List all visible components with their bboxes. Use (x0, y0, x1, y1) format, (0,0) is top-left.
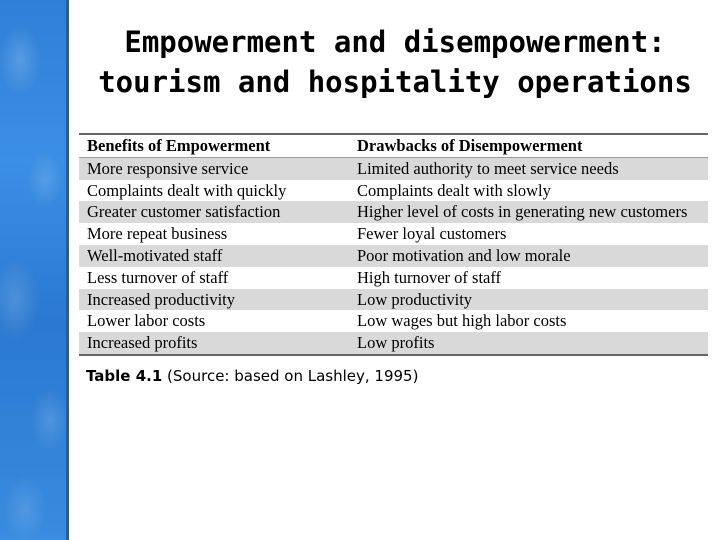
drawback-cell: Limited authority to meet service needs (349, 157, 708, 179)
table-row (79, 289, 708, 311)
table-row (79, 201, 708, 223)
table-caption-source: (Source: based on Lashley, 1995) (162, 367, 419, 385)
table-row (79, 180, 708, 202)
benefit-cell: Complaints dealt with quickly (79, 180, 349, 202)
column-header-benefits: Benefits of Empowerment (79, 135, 349, 157)
benefit-cell: Less turnover of staff (79, 267, 349, 289)
drawback-cell: Poor motivation and low morale (349, 245, 708, 267)
drawback-cell: Low productivity (349, 289, 708, 311)
benefit-cell: More repeat business (79, 223, 349, 245)
benefit-cell: Well-motivated staff (79, 245, 349, 267)
decorative-side-band (0, 0, 66, 540)
table-header-row (79, 135, 708, 157)
table-row (79, 157, 708, 179)
empowerment-table-wrapper (79, 133, 708, 356)
empowerment-table (79, 135, 708, 354)
benefit-cell: Greater customer satisfaction (79, 201, 349, 223)
drawback-cell: Complaints dealt with slowly (349, 180, 708, 202)
benefit-cell: More responsive service (79, 157, 349, 179)
benefit-cell: Increased profits (79, 332, 349, 354)
drawback-cell: High turnover of staff (349, 267, 708, 289)
table-caption (86, 367, 418, 385)
drawback-cell: Low profits (349, 332, 708, 354)
drawback-cell: Low wages but high labor costs (349, 310, 708, 332)
slide-title-line-2: tourism and hospitality operations (98, 65, 692, 99)
drawback-cell: Higher level of costs in generating new customers (349, 201, 708, 223)
drawback-cell: Fewer loyal customers (349, 223, 708, 245)
table-row (79, 310, 708, 332)
table-row (79, 332, 708, 354)
side-band-edge (66, 0, 69, 540)
benefit-cell: Lower labor costs (79, 310, 349, 332)
slide-title (75, 22, 715, 102)
table-row (79, 245, 708, 267)
column-header-drawbacks: Drawbacks of Disempowerment (349, 135, 708, 157)
table-row (79, 267, 708, 289)
slide-title-line-1: Empowerment and disempowerment: (124, 25, 666, 59)
table-caption-label: Table 4.1 (86, 367, 163, 385)
table-row (79, 223, 708, 245)
benefit-cell: Increased productivity (79, 289, 349, 311)
